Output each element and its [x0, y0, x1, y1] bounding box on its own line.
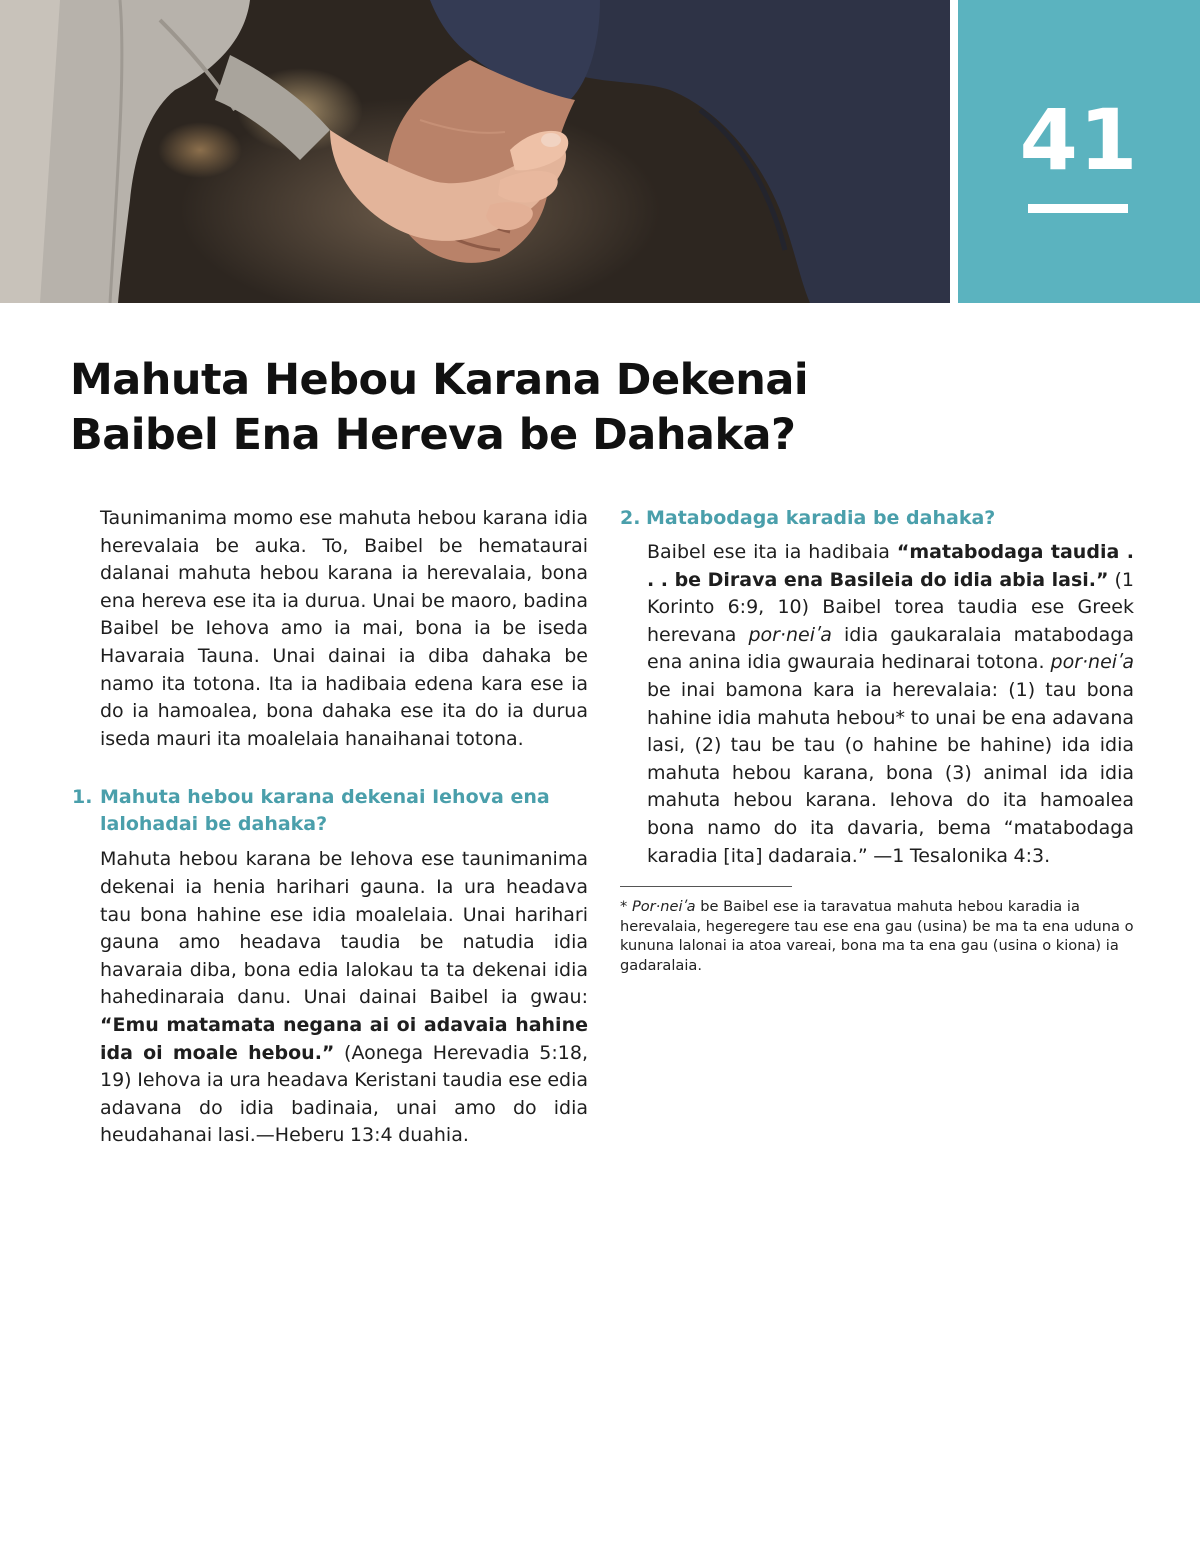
question-2-answer-part-5: to unai be ena adavana lasi, (2) tau be tau (o hahine be hahine) ida idia mahuta hebou karana, bona (3) animal ida idia mahuta hebou karana. Iehova do ita hamoalea bona namo do ita davaria, bema “matabodaga karadia [ita] dadaraia.” —1 Tesalonika 4:3. [647, 706, 1135, 867]
question-2-text: Matabodaga karadia be dahaka? [646, 507, 996, 529]
header-photo [0, 0, 950, 303]
holding-hands-illustration [0, 0, 950, 303]
footnote-divider [620, 886, 792, 887]
question-2-number: 2. [620, 507, 641, 529]
footnote-reference[interactable]: * [895, 706, 906, 729]
page-title [70, 353, 930, 463]
question-2-answer-part-4: be inai bamona kara ia herevalaia: (1) tau bona hahine idia mahuta hebou [647, 678, 1134, 729]
question-2-heading [620, 505, 1134, 532]
page-title-line-2: Baibel Ena Hereva be Dahaka? [70, 410, 796, 460]
question-1-text: Mahuta hebou karana dekenai Iehova ena lalohadai be dahaka? [100, 786, 550, 836]
footnote-text: be Baibel ese ia taravatua mahuta hebou karadia ia herevalaia, hegeregere tau ese ena gau (usina) be ma ta ena uduna o kununa lalonai ia atoa vareai, bona ma ta ena gau (usina o kiona) ia gadaralaia. [620, 898, 1134, 974]
intro-paragraph: Taunimanima momo ese mahuta hebou karana idia herevalaia be auka. To, Baibel be hemataurai dalanai mahuta hebou karana ia herevalaia, bona ena hereva ese ita ia durua. Unai be maoro, badina Baibel be Iehova amo ia mai, bona ia be iseda Havaraia Tauna. Unai dainai ia diba dahaka be namo ita totona. Ita ia hadibaia edena kara ese ia do ia hamoalea, bona dahaka ese ita do ia durua iseda mauri ita moalelaia hanaihanai totona. [100, 507, 588, 750]
footnote-marker: * [620, 898, 632, 916]
question-2-answer-part-2: (1 Korinto 6:9, 10) Baibel torea taudia ese Greek herevana [647, 568, 1134, 646]
greek-term: por·neiʹa [748, 623, 832, 646]
page-title-line-1: Mahuta Hebou Karana Dekenai [70, 355, 809, 405]
question-2-answer-part-3: idia gaukaralaia matabodaga ena anina idia gwauraia hedinarai totona. [647, 623, 1134, 674]
question-1-answer-part-2: (Aonega Herevadia 5:18, 19) Iehova ia ura headava Keristani taudia ese edia adavana do idia badinaia, unai amo do idia heudahanai lasi.—Heberu 13:4 duahia. [100, 1041, 589, 1147]
chapter-badge [958, 0, 1200, 303]
question-2-answer-part-1: Baibel ese ita ia hadibaia [647, 541, 897, 563]
chapter-number: 41 [1019, 91, 1139, 189]
header-gutter [950, 0, 958, 303]
question-1-answer-part-1: Mahuta hebou karana be Iehova ese taunimanima dekenai ia henia harihari gauna. Ia ura headava tau bona hahine ese idia moalelaia. Unai harihari gauna amo headava taudia be natudia idia havaraia diba, bona edia lalokau ta ta dekenai idia hahedinaraia danu. Unai dainai Baibel ia gwau: [100, 848, 588, 1009]
question-1-answer [100, 846, 588, 1150]
question-1-number: 1. [72, 786, 93, 809]
chapter-underline [1028, 204, 1128, 213]
question-1-heading [72, 784, 588, 838]
footnote [620, 897, 1134, 975]
question-1-scripture-quote: “Emu matamata negana ai oi adavaia hahine ida oi moale hebou.” [100, 1013, 588, 1064]
question-2-answer [620, 539, 1134, 870]
right-column [620, 505, 1134, 975]
left-column [72, 505, 589, 1150]
footnote-term: Por·neiʹa [631, 898, 696, 916]
greek-term-repeat: por·neiʹa [1050, 651, 1134, 674]
question-2-scripture-quote: “matabodaga taudia . . . be Dirava ena Basileia do idia abia lasi.” [647, 541, 1135, 591]
